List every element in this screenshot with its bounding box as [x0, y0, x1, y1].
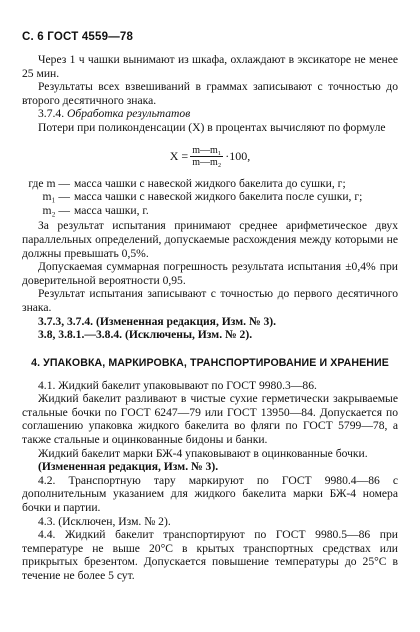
paragraph-cooling: Через 1 ч чашки вынимают из шкафа, охлаждают в эксикаторе не менее 25 мин.	[22, 53, 398, 80]
loss-formula	[22, 145, 398, 168]
paragraph-4-4: 4.4. Жидкий бакелит транспортируют по ГОСТ 9980.5—86 при температуре не выше 20°С в крытых транспортных средствах или прикрытых брезентом. Допускается повышение температуры до 25°С в течение не более 5 сут.	[22, 528, 398, 582]
paragraph-formula-intro: Потери при поликонденсации (X) в процентах вычисляют по формуле	[38, 120, 386, 134]
formula-denominator: m—m₂	[192, 156, 222, 168]
paragraph-bzh4: Жидкий бакелит марки БЖ-4 упаковывают в оцинкованные бочки.	[38, 446, 368, 460]
formula-lhs: X =	[169, 148, 189, 163]
page-header: С. 6 ГОСТ 4559—78	[22, 31, 134, 43]
paragraph-packaging: Жидкий бакелит разливают в чистые сухие герметически закрываемые стальные бочки по ГОСТ 6247—79 или ГОСТ 13950—84. Допускается по соглашению упаковка жидкого бакелита во фляги по ГОСТ 5799—78, а также стальные и оцинкованные бидоны и банки.	[22, 392, 398, 447]
paragraph-4-2: 4.2. Транспортную тару маркируют по ГОСТ 9980.4—86 с дополнительным указанием для жидкого бакелита марки БЖ-4 номера бочки и партии.	[22, 473, 398, 515]
paragraph-precision: Результат испытания записывают с точностью до первого десятичного знака.	[22, 287, 398, 314]
legend-where	[22, 177, 74, 191]
section-title: 4. УПАКОВКА, МАРКИРОВКА, ТРАНСПОРТИРОВАНИЕ И ХРАНЕНИЕ	[31, 356, 389, 369]
paragraph-4-3: 4.3. (Исключен, Изм. № 2).	[38, 514, 171, 528]
formula-fraction	[190, 145, 223, 168]
revision-note-4: (Измененная редакция, Изм. № 3).	[38, 460, 219, 474]
legend-symbol: m₁ —	[42, 190, 70, 204]
legend-symbol: m —	[46, 176, 70, 190]
legend-symbol: m₂ —	[42, 203, 70, 217]
subsection-title: Обработка результатов	[67, 107, 191, 121]
subsection-number: 3.7.4.	[38, 107, 65, 121]
where-word: где	[28, 176, 44, 190]
paragraph-weighing: Результаты всех взвешиваний в граммах записывают с точностью до второго десятичного знака.	[22, 80, 398, 107]
subsection-heading	[22, 107, 398, 121]
formula-rhs: ·100,	[225, 148, 251, 163]
formula-numerator: m—m₁	[192, 144, 222, 156]
paragraph-4-1: 4.1. Жидкий бакелит упаковывают по ГОСТ 9980.3—86.	[38, 378, 317, 392]
formula-legend	[22, 177, 398, 218]
legend-text: масса чашки с навеской жидкого бакелита до сушки, г;	[74, 176, 346, 190]
paragraph-result-average: За результат испытания принимают среднее арифметическое двух параллельных определений, допускаемые расхождения между которыми не должны превышать 0,5%.	[22, 219, 398, 260]
excluded-note: 3.8, 3.8.1.—3.8.4. (Исключены, Изм. № 2).	[38, 328, 253, 342]
legend-text: масса чашки, г.	[74, 203, 149, 217]
revision-note: 3.7.3, 3.7.4. (Измененная редакция, Изм. № 3).	[38, 314, 277, 328]
paragraph-error: Допускаемая суммарная погрешность результата испытания ±0,4% при доверительной вероятности 0,95.	[22, 260, 398, 287]
legend-text: масса чашки с навеской жидкого бакелита после сушки, г;	[74, 190, 363, 204]
